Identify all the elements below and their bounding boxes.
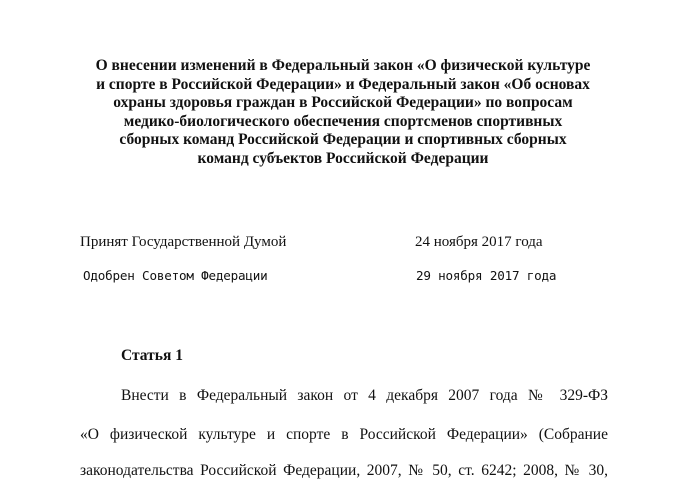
- approval-label: Одобрен Советом Федерации: [83, 268, 268, 283]
- document-title: [60, 57, 626, 169]
- article-text-line: Внести в Федеральный закон от 4 декабря 2007 года № 329-ФЗ: [121, 387, 608, 404]
- title-line: и спорте в Российской Федерации» и Федеральный закон «Об основах: [96, 75, 590, 93]
- approval-date: 29 ноября 2017 года: [416, 268, 557, 283]
- title-line: О внесении изменений в Федеральный закон «О физической культуре: [95, 57, 591, 74]
- title-line: команд субъектов Российской Федерации: [197, 149, 489, 167]
- adoption-date: 24 ноября 2017 года: [415, 234, 543, 250]
- article-heading: Статья 1: [121, 347, 183, 364]
- article-text-line: законодательства Российской Федерации, 2007, № 50, ст. 6242; 2008, № 30,: [80, 462, 608, 479]
- title-line: охраны здоровья граждан в Российской Федерации» по вопросам: [113, 94, 573, 112]
- adoption-label: Принят Государственной Думой: [80, 234, 287, 250]
- title-line: сборных команд Российской Федерации и спортивных сборных: [119, 131, 567, 149]
- title-line: медико-биологического обеспечения спортсменов спортивных: [123, 112, 563, 130]
- article-text-line: «О физической культуре и спорте в Российской Федерации» (Собрание: [80, 426, 608, 443]
